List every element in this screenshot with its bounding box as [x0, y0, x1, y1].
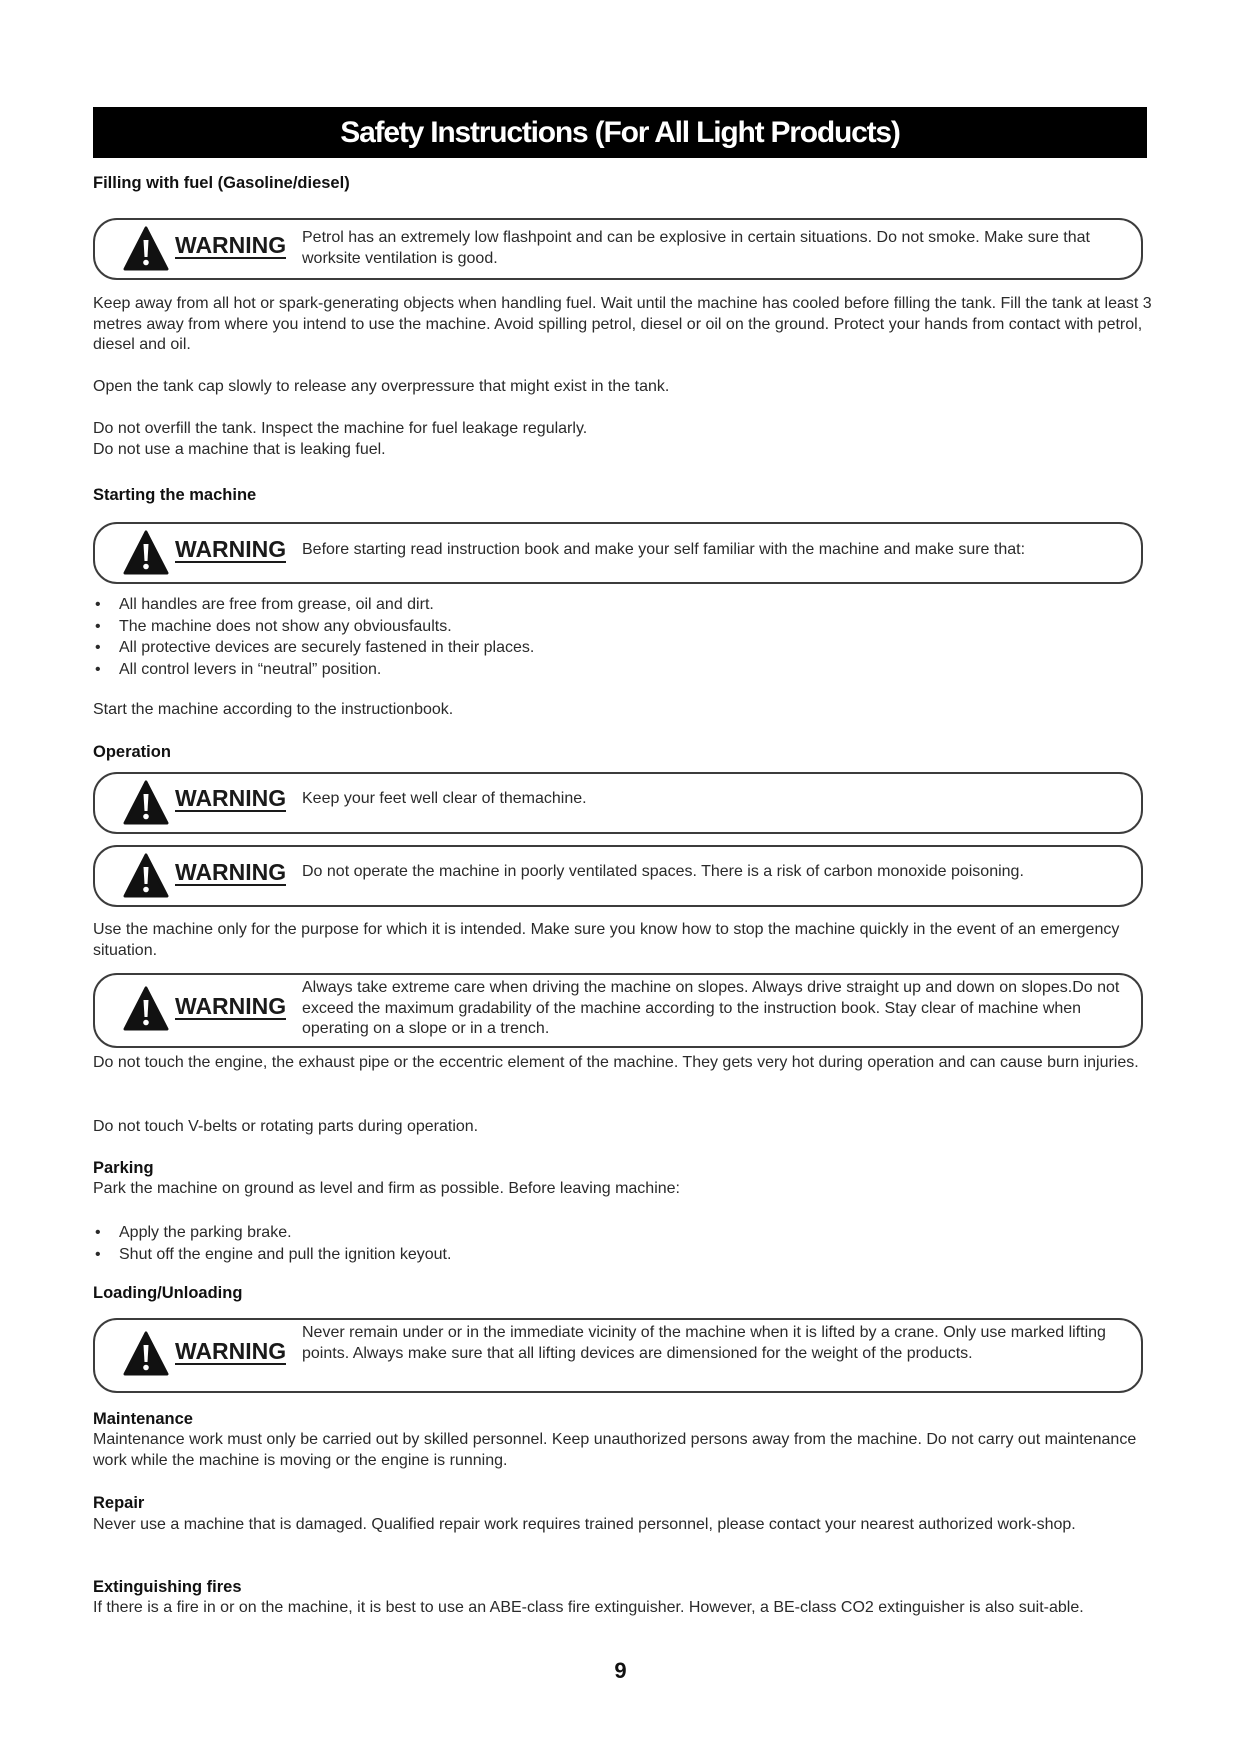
paragraph: Start the machine according to the instructionbook. — [93, 701, 454, 718]
warning-text: Petrol has an extremely low flashpoint and can be explosive in certain situations. Do not smoke. Make sure that worksite ventilation is good. — [302, 229, 1090, 267]
paragraph: Do not touch the engine, the exhaust pipe or the eccentric element of the machine. They gets very hot during operation and can cause burn injuries. — [93, 1054, 1139, 1071]
paragraph: Maintenance work must only be carried out by skilled personnel. Keep unauthorized persons away from the machine. Do not carry out maintenance work while the machine is moving or the engine is running. — [93, 1431, 1137, 1469]
bullet-list-starting — [93, 594, 1133, 680]
section-heading-repair: Repair — [93, 1494, 145, 1512]
warning-box-fuel — [93, 218, 1143, 280]
section-heading-loading: Loading/Unloading — [93, 1284, 243, 1302]
list-item: • The machine does not show any obviousfaults. — [93, 616, 1133, 638]
section-heading-fuel: Filling with fuel (Gasoline/diesel) — [93, 174, 350, 192]
warning-box-operation-feet — [93, 772, 1143, 834]
warning-box-operation-ventilation — [93, 845, 1143, 907]
warning-triangle-icon — [123, 853, 169, 899]
warning-label: WARNING — [175, 785, 287, 811]
list-item: • Apply the parking brake. — [93, 1222, 1133, 1244]
warning-box-starting — [93, 522, 1143, 584]
paragraph: Never use a machine that is damaged. Qualified repair work requires trained personnel, please contact your nearest authorized work-shop. — [93, 1516, 1076, 1533]
section-heading-maintenance: Maintenance — [93, 1410, 193, 1428]
paragraph: Keep away from all hot or spark-generating objects when handling fuel. Wait until the machine has cooled before filling the tank. Fill the tank at least 3 metres away from where you intend to use the machine. Avoid spilling petrol, diesel or oil on the ground. Protect your hands from contact with petrol, diesel and oil. — [93, 295, 1152, 353]
warning-box-operation-slopes — [93, 973, 1143, 1048]
paragraph: Open the tank cap slowly to release any overpressure that might exist in the tank. — [93, 378, 670, 395]
paragraph: Do not overfill the tank. Inspect the machine for fuel leakage regularly. — [93, 420, 588, 437]
page-title: Safety Instructions (For All Light Products) — [93, 107, 1147, 158]
warning-triangle-icon — [123, 986, 169, 1032]
paragraph: Park the machine on ground as level and firm as possible. Before leaving machine: — [93, 1180, 680, 1197]
section-heading-starting: Starting the machine — [93, 486, 257, 504]
paragraph: Use the machine only for the purpose for which it is intended. Make sure you know how to stop the machine quickly in the event of an emergency situation. — [93, 921, 1120, 959]
warning-text: Always take extreme care when driving the machine on slopes. Always drive straight up and down on slopes.Do not exceed the maximum gradability of the machine according to the instruction book. Stay clear of machine when operating on a slope or in a trench. — [302, 979, 1120, 1037]
warning-label: WARNING — [175, 993, 287, 1019]
list-item: • All handles are free from grease, oil and dirt. — [93, 594, 1133, 616]
paragraph: Do not use a machine that is leaking fuel. — [93, 441, 386, 458]
warning-triangle-icon — [123, 226, 169, 272]
warning-label: WARNING — [175, 859, 287, 885]
warning-label: WARNING — [175, 232, 287, 258]
section-heading-operation: Operation — [93, 743, 171, 761]
warning-triangle-icon — [123, 780, 169, 826]
warning-text: Keep your feet well clear of themachine. — [302, 790, 587, 807]
warning-triangle-icon — [123, 1331, 169, 1377]
page-number: 9 — [614, 1658, 627, 1683]
list-item: • Shut off the engine and pull the ignition keyout. — [93, 1244, 1133, 1266]
warning-label: WARNING — [175, 536, 287, 562]
section-heading-parking: Parking — [93, 1159, 154, 1177]
warning-text: Before starting read instruction book and make your self familiar with the machine and make sure that: — [302, 541, 1026, 558]
list-item: • All control levers in “neutral” position. — [93, 659, 1133, 681]
paragraph: If there is a fire in or on the machine, it is best to use an ABE-class fire extinguisher. However, a BE-class CO2 extinguisher is also suit-able. — [93, 1599, 1084, 1616]
section-heading-fires: Extinguishing fires — [93, 1578, 242, 1596]
bullet-list-parking — [93, 1222, 1133, 1265]
warning-box-loading — [93, 1318, 1143, 1393]
paragraph: Do not touch V-belts or rotating parts during operation. — [93, 1118, 479, 1135]
warning-label: WARNING — [175, 1338, 287, 1364]
warning-triangle-icon — [123, 530, 169, 576]
list-item: • All protective devices are securely fastened in their places. — [93, 637, 1133, 659]
warning-text: Do not operate the machine in poorly ventilated spaces. There is a risk of carbon monoxide poisoning. — [302, 863, 1024, 880]
warning-text: Never remain under or in the immediate vicinity of the machine when it is lifted by a crane. Only use marked lifting points. Always make sure that all lifting devices are dimensioned for the weight of the products. — [302, 1324, 1106, 1362]
